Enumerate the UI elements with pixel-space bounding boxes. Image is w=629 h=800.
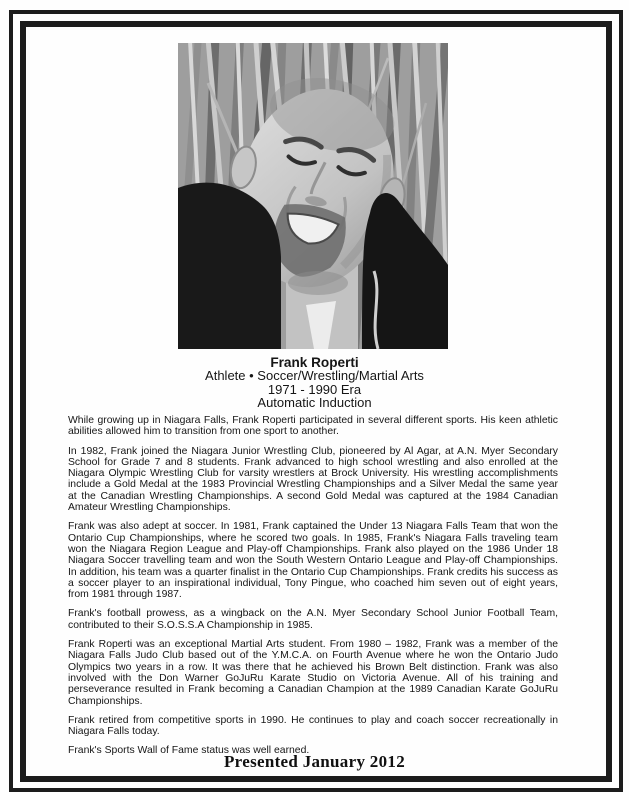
bio-paragraph-intro: While growing up in Niagara Falls, Frank Roperti participated in several different sports. His keen athletic abilities allowed him to transition from one sport to another. xyxy=(68,415,558,438)
inductee-category: Athlete • Soccer/Wrestling/Martial Arts xyxy=(205,368,424,384)
inductee-name: Frank Roperti xyxy=(270,355,359,370)
bio-paragraph-closing: Frank's Sports Wall of Fame status was well earned. xyxy=(68,745,310,757)
portrait-photo-art xyxy=(178,43,448,349)
bio-paragraph-soccer: Frank was also adept at soccer. In 1981, Frank captained the Under 13 Niagara Falls Team that won the Ontario Cup Championships, where he scored two goals. In 1985, Frank's Niagara Falls traveling team won the Niagara Region League and Play-off Championships. Frank also played on the 1986 Under 18 Niagara Soccer travelling team and won the South Western Ontario League and Play-off Championships. In addition, his team was a quarter finalist in the Ontario Cup Championships. Frank credits his success as a soccer player to an inspirational individual, Tony Pingue, who coached him seven out of eight years, from 1981 through 1987. xyxy=(68,521,558,601)
bio-paragraph-wrestling: In 1982, Frank joined the Niagara Junior Wrestling Club, pioneered by Al Agar, at A.N. Myer Secondary School for Grade 7 and 8 students. Frank advanced to high school wrestling and also enrolled at the Niagara Olympic Wrestling Club for varsity wrestlers at Brock University. His wrestling accomplishments include a Gold Medal at the 1983 Provincial Wrestling Championships and a Silver Medal the same year at the Canadian Wrestling Championships. A second Gold Medal was captured at the 1984 Canadian Amateur Wrestling Championships. xyxy=(68,445,558,514)
bio-paragraph-football: Frank's football prowess, as a wingback on the A.N. Myer Secondary School Junior Football Team, contributed to their S.O.S.S.A Championship in 1985. xyxy=(68,608,558,631)
portrait-photo xyxy=(178,43,448,349)
bio-paragraph-retirement: Frank retired from competitive sports in 1990. He continues to play and coach soccer recreationally in Niagara Falls today. xyxy=(68,714,558,738)
biography-text xyxy=(68,415,558,765)
bio-paragraph-martial-arts: Frank Roperti was an exceptional Martial Arts student. From 1980 – 1982, Frank was a member of the Niagara Falls Judo Club based out of the Y.M.C.A. on Fourth Avenue where he won the Ontario Judo Olympics two years in a row. It was there that he achieved his Brown Belt distinction. Frank was also involved with the Don Warner GoJuRu Karate Studio on Victoria Avenue. All of his training and perseverance resulted in Frank becoming a Canadian Champion at the 1989 Canadian Karate GoJuRu Championships. xyxy=(68,639,558,707)
inductee-header xyxy=(0,356,629,410)
induction-type: Automatic Induction xyxy=(257,395,372,411)
presented-date: Presented January 2012 xyxy=(224,752,405,771)
inductee-era: 1971 - 1990 Era xyxy=(267,381,362,397)
